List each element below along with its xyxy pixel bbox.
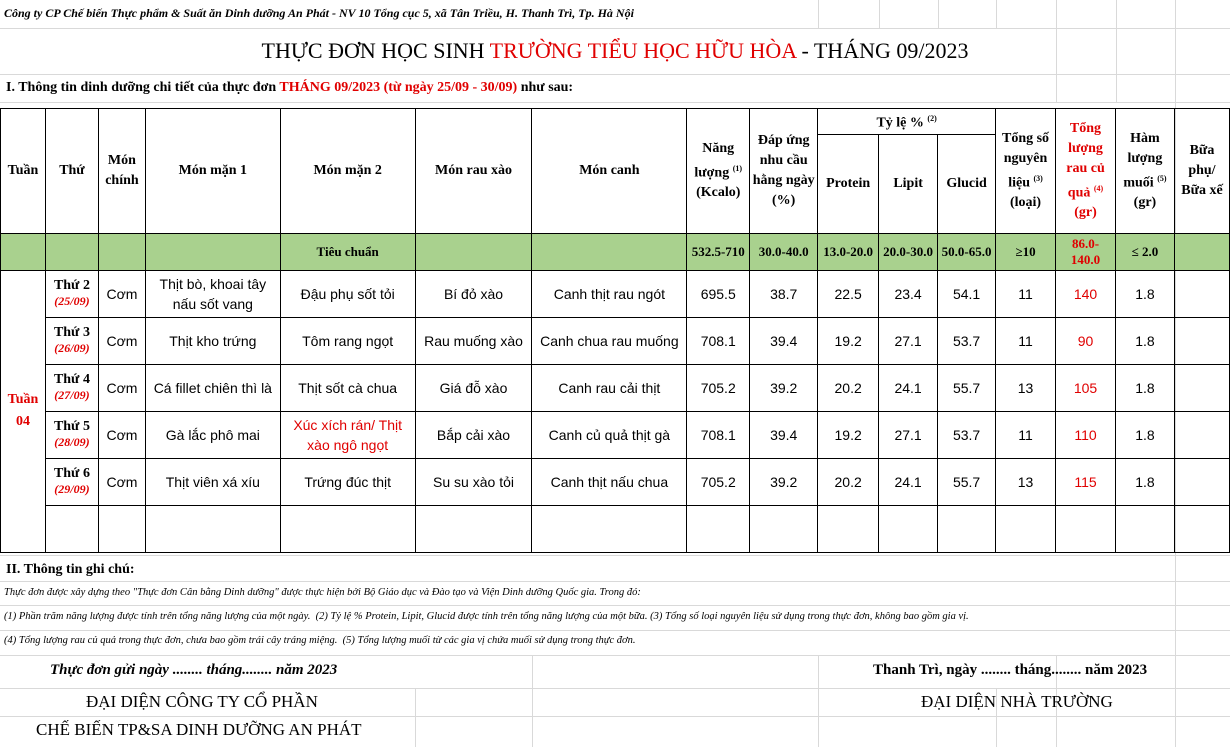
snack-cell	[1174, 458, 1229, 505]
empty-cell	[996, 505, 1056, 552]
note-4: (4) Tổng lượng rau củ quả trong thực đơn, chưa bao gồm trái cây tráng miệng.	[4, 635, 338, 646]
salt-amount: 1.8	[1115, 411, 1174, 458]
glucid-value: 53.7	[938, 317, 996, 364]
std-salt: ≤ 2.0	[1115, 233, 1174, 270]
savory-dish-1: Cá fillet chiên thì là	[145, 364, 280, 411]
std-ingredients: ≥10	[996, 233, 1056, 270]
energy-value: 705.2	[687, 458, 750, 505]
std-empty	[1174, 233, 1229, 270]
meet-value: 39.4	[750, 411, 818, 458]
note-1: (1) Phần trăm năng lượng được tính trên tổng năng lượng của một ngày.	[4, 611, 311, 622]
school-name: TRƯỜNG TIỂU HỌC HỮU HÒA	[489, 38, 796, 63]
empty-cell	[45, 505, 98, 552]
place-date: Thanh Trì, ngày ........ tháng........ năm 2023	[873, 662, 1148, 678]
empty-cell	[818, 505, 879, 552]
tong-rau-sup: (4)	[1093, 183, 1104, 193]
main-dish: Cơm	[98, 364, 145, 411]
ham-luong-sup: (5)	[1157, 173, 1167, 183]
day-name: Thứ 4	[53, 372, 90, 388]
tong-so-label: Tổng số nguyên liệu	[1001, 130, 1050, 191]
header-lipit: Lipit	[879, 134, 938, 233]
protein-value: 20.2	[818, 458, 879, 505]
protein-value: 20.2	[818, 364, 879, 411]
header-dap-ung	[750, 109, 818, 234]
energy-value: 695.5	[687, 270, 750, 317]
savory-dish-2: Tôm rang ngọt	[280, 317, 415, 364]
std-lipit: 20.0-30.0	[879, 233, 938, 270]
header-mon-man-1: Món mặn 1	[145, 109, 280, 234]
ham-luong-label: Hàm lượng muối	[1123, 130, 1163, 191]
stir-fry-dish: Bí đỏ xào	[415, 270, 532, 317]
salt-amount: 1.8	[1115, 364, 1174, 411]
stir-fry-dish: Su su xào tỏi	[415, 458, 532, 505]
school-signature: ĐẠI DIỆN NHÀ TRƯỜNG	[921, 692, 1113, 711]
empty-cell	[280, 505, 415, 552]
std-energy: 532.5-710	[687, 233, 750, 270]
day-cell	[45, 317, 98, 364]
company-signature-line-2: CHẾ BIẾN TP&SA DINH DƯỠNG AN PHÁT	[36, 720, 362, 739]
salt-amount: 1.8	[1115, 458, 1174, 505]
std-empty	[1, 233, 46, 270]
menu-table	[0, 108, 1230, 553]
day-date: (28/09)	[54, 435, 90, 450]
section-2-heading: II. Thông tin ghi chú:	[6, 562, 135, 577]
week-label: Tuần 04	[1, 270, 46, 552]
veg-amount: 90	[1056, 317, 1116, 364]
ty-le-sup: (2)	[927, 114, 937, 123]
empty-cell	[145, 505, 280, 552]
meet-value: 39.2	[750, 458, 818, 505]
std-empty	[532, 233, 687, 270]
meet-value: 39.4	[750, 317, 818, 364]
header-nang-luong	[687, 109, 750, 234]
header-ty-le	[818, 109, 996, 135]
snack-cell	[1174, 270, 1229, 317]
ingredient-count: 11	[996, 411, 1056, 458]
empty-cell	[1115, 505, 1174, 552]
ingredient-count: 13	[996, 458, 1056, 505]
note-intro: Thực đơn được xây dựng theo "Thực đơn Cân bằng Dinh dưỡng" được thực hiện bởi Bộ Giáo dục và Đào tạo và Viện Dinh dưỡng Quốc gia. Trong đó:	[4, 587, 641, 598]
savory-dish-1: Thịt kho trứng	[145, 317, 280, 364]
std-glucid: 50.0-65.0	[938, 233, 996, 270]
header-ham-luong	[1115, 109, 1174, 234]
lipit-value: 24.1	[879, 364, 938, 411]
nang-luong-unit: (Kcalo)	[696, 185, 741, 201]
ingredient-count: 11	[996, 317, 1056, 364]
section-1-highlight: THÁNG 09/2023 (từ ngày 25/09 - 30/09)	[279, 80, 518, 95]
header-mon-canh: Món canh	[532, 109, 687, 234]
header-thu: Thứ	[45, 109, 98, 234]
soup-dish: Canh củ quả thịt gà	[532, 411, 687, 458]
empty-cell	[879, 505, 938, 552]
soup-dish: Canh thịt nấu chua	[532, 458, 687, 505]
std-empty	[98, 233, 145, 270]
header-mon-man-2: Món mặn 2	[280, 109, 415, 234]
stir-fry-dish: Giá đỗ xào	[415, 364, 532, 411]
dap-ung-label: Đáp ứng nhu cầu hằng ngày	[752, 132, 815, 188]
meet-value: 38.7	[750, 270, 818, 317]
section-1-prefix: I. Thông tin dinh dưỡng chi tiết của thực đơn	[6, 80, 280, 95]
std-empty	[415, 233, 532, 270]
table-row	[1, 270, 1230, 317]
empty-cell	[1056, 505, 1116, 552]
day-cell	[45, 364, 98, 411]
soup-dish: Canh chua rau muống	[532, 317, 687, 364]
table-row	[1, 411, 1230, 458]
main-dish: Cơm	[98, 317, 145, 364]
savory-dish-1: Thịt viên xá xíu	[145, 458, 280, 505]
header-mon-rau: Món rau xào	[415, 109, 532, 234]
title-suffix: - THÁNG 09/2023	[795, 38, 969, 63]
stir-fry-dish: Bắp cải xào	[415, 411, 532, 458]
savory-dish-2: Thịt sốt cà chua	[280, 364, 415, 411]
empty-cell	[938, 505, 996, 552]
meet-value: 39.2	[750, 364, 818, 411]
glucid-value: 54.1	[938, 270, 996, 317]
empty-cell	[687, 505, 750, 552]
day-name: Thứ 5	[53, 419, 90, 435]
protein-value: 19.2	[818, 317, 879, 364]
dap-ung-unit: (%)	[772, 192, 796, 208]
veg-amount: 105	[1056, 364, 1116, 411]
standard-row	[1, 233, 1230, 270]
snack-cell	[1174, 364, 1229, 411]
ingredient-count: 13	[996, 364, 1056, 411]
section-1-suffix: như sau:	[517, 80, 574, 95]
savory-dish-2: Đậu phụ sốt tỏi	[280, 270, 415, 317]
sent-date: Thực đơn gửi ngày ........ tháng........ năm 2023	[50, 662, 338, 678]
std-empty	[45, 233, 98, 270]
header-glucid: Glucid	[938, 134, 996, 233]
table-row	[1, 364, 1230, 411]
header-tuan: Tuần	[1, 109, 46, 234]
section-1-heading	[6, 80, 573, 96]
lipit-value: 23.4	[879, 270, 938, 317]
nang-luong-sup: (1)	[732, 163, 743, 173]
protein-value: 22.5	[818, 270, 879, 317]
title-prefix: THỰC ĐƠN HỌC SINH	[261, 38, 490, 63]
glucid-value: 55.7	[938, 364, 996, 411]
main-dish: Cơm	[98, 270, 145, 317]
savory-dish-1: Gà lắc phô mai	[145, 411, 280, 458]
note-2: (2) Tỷ lệ % Protein, Lipit, Glucid được tính trên tổng năng lượng của một bữa.	[315, 611, 648, 622]
page-title	[0, 38, 1230, 64]
snack-cell	[1174, 411, 1229, 458]
savory-dish-2: Xúc xích rán/ Thịt xào ngô ngọt	[280, 411, 415, 458]
std-empty	[145, 233, 280, 270]
header-mon-chinh: Món chính	[98, 109, 145, 234]
day-date: (27/09)	[54, 388, 90, 403]
energy-value: 705.2	[687, 364, 750, 411]
glucid-value: 53.7	[938, 411, 996, 458]
protein-value: 19.2	[818, 411, 879, 458]
glucid-value: 55.7	[938, 458, 996, 505]
day-name: Thứ 3	[53, 325, 90, 341]
salt-amount: 1.8	[1115, 317, 1174, 364]
empty-cell	[415, 505, 532, 552]
empty-row	[1, 505, 1230, 552]
empty-cell	[750, 505, 818, 552]
tong-rau-unit: (gr)	[1074, 205, 1097, 221]
ty-le-label: Tỷ lệ %	[876, 115, 924, 131]
company-signature-line-1: ĐẠI DIỆN CÔNG TY CỔ PHẦN	[86, 692, 318, 711]
lipit-value: 24.1	[879, 458, 938, 505]
note-line-1	[4, 611, 969, 622]
energy-value: 708.1	[687, 411, 750, 458]
day-name: Thứ 6	[53, 466, 90, 482]
day-date: (26/09)	[54, 341, 90, 356]
day-cell	[45, 411, 98, 458]
table-row	[1, 317, 1230, 364]
main-dish: Cơm	[98, 411, 145, 458]
header-tong-rau	[1056, 109, 1116, 234]
ham-luong-unit: (gr)	[1133, 195, 1157, 211]
savory-dish-1: Thịt bò, khoai tây nấu sốt vang	[145, 270, 280, 317]
table-row	[1, 458, 1230, 505]
stir-fry-dish: Rau muống xào	[415, 317, 532, 364]
savory-dish-2: Trứng đúc thịt	[280, 458, 415, 505]
energy-value: 708.1	[687, 317, 750, 364]
header-bua-phu: Bữa phụ/ Bữa xế	[1174, 109, 1229, 234]
veg-amount: 115	[1056, 458, 1116, 505]
header-tong-so	[996, 109, 1056, 234]
main-dish: Cơm	[98, 458, 145, 505]
soup-dish: Canh rau cải thịt	[532, 364, 687, 411]
snack-cell	[1174, 317, 1229, 364]
day-cell	[45, 458, 98, 505]
veg-amount: 140	[1056, 270, 1116, 317]
lipit-value: 27.1	[879, 317, 938, 364]
note-line-2	[4, 635, 636, 646]
day-name: Thứ 2	[53, 278, 90, 294]
soup-dish: Canh thịt rau ngót	[532, 270, 687, 317]
std-meet: 30.0-40.0	[750, 233, 818, 270]
ingredient-count: 11	[996, 270, 1056, 317]
std-label: Tiêu chuẩn	[280, 233, 415, 270]
header-protein: Protein	[818, 134, 879, 233]
veg-amount: 110	[1056, 411, 1116, 458]
empty-cell	[98, 505, 145, 552]
tong-rau-label: Tổng lượng rau củ quả	[1066, 120, 1105, 201]
day-date: (29/09)	[54, 482, 90, 497]
salt-amount: 1.8	[1115, 270, 1174, 317]
std-veg: 86.0-140.0	[1056, 233, 1116, 270]
empty-cell	[532, 505, 687, 552]
tong-so-sup: (3)	[1033, 173, 1043, 183]
note-3: (3) Tổng số loại nguyên liệu sử dụng trong thực đơn, không bao gồm gia vị.	[650, 611, 969, 622]
day-date: (25/09)	[54, 294, 90, 309]
tong-so-unit: (loại)	[1009, 195, 1042, 211]
std-protein: 13.0-20.0	[818, 233, 879, 270]
company-info: Công ty CP Chế biến Thực phẩm & Suất ăn Dinh dưỡng An Phát - NV 10 Tổng cục 5, xã Tân Triều, H. Thanh Trì, Tp. Hà Nội	[4, 6, 634, 20]
nang-luong-label: Năng lượng	[694, 140, 735, 181]
empty-cell	[1174, 505, 1229, 552]
note-5: (5) Tổng lượng muối từ các gia vị chứa muối sử dụng trong thực đơn.	[342, 635, 636, 646]
day-cell	[45, 270, 98, 317]
lipit-value: 27.1	[879, 411, 938, 458]
